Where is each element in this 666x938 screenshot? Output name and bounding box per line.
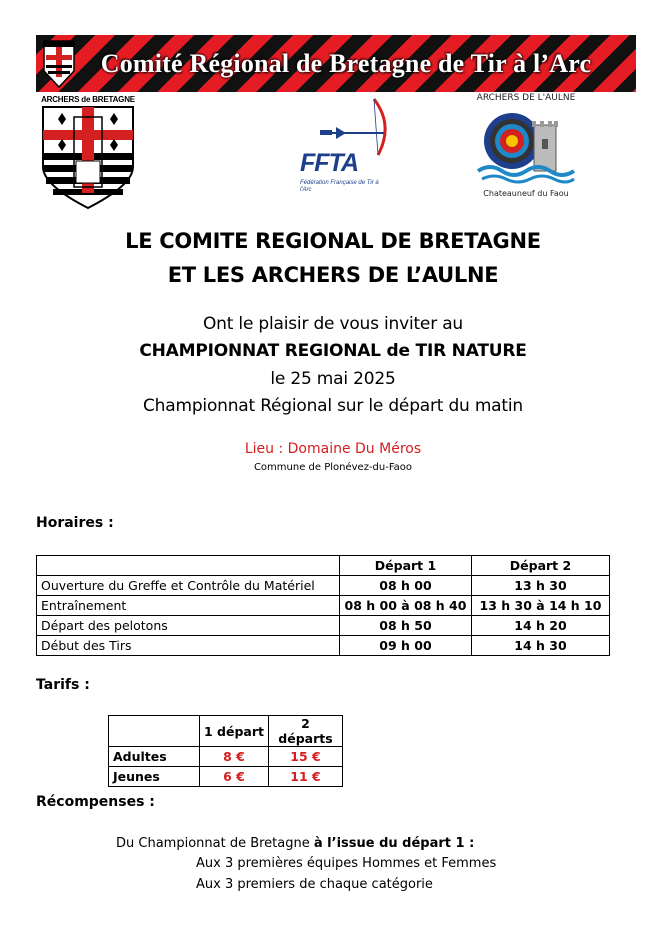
bretagne-shield-icon xyxy=(42,39,76,89)
banner-title: Comité Régional de Bretagne de Tir à l’Arc xyxy=(100,49,592,78)
horaires-heading: Horaires : xyxy=(36,515,114,531)
table-cell: 13 h 30 à 14 h 10 xyxy=(472,596,610,616)
table-header-cell: 1 départ xyxy=(200,716,269,747)
table-row xyxy=(109,767,343,787)
table-row xyxy=(37,636,610,656)
table-header-row xyxy=(37,556,610,576)
recompenses-heading: Récompenses : xyxy=(36,794,155,810)
table-cell: Entraînement xyxy=(37,596,340,616)
table-cell: 14 h 30 xyxy=(472,636,610,656)
invite-line1: Ont le plaisir de vous inviter au xyxy=(203,314,463,334)
table-cell: Début des Tirs xyxy=(37,636,340,656)
price-cell: 8 € xyxy=(200,747,269,767)
table-row xyxy=(109,747,343,767)
main-heading-line2: ET LES ARCHERS DE L’AULNE xyxy=(167,263,499,287)
event-commune: Commune de Plonévez-du-Faoo xyxy=(253,462,413,473)
recompenses-line1: Aux 3 premières équipes Hommes et Femmes xyxy=(196,856,497,871)
table-header-row xyxy=(109,716,343,747)
table-row xyxy=(37,596,610,616)
main-heading-line1: LE COMITE REGIONAL DE BRETAGNE xyxy=(125,229,541,253)
event-location: Lieu : Domaine Du Méros xyxy=(244,441,422,457)
table-cell: 09 h 00 xyxy=(340,636,472,656)
tarifs-heading: Tarifs : xyxy=(36,677,90,693)
table-header-cell: Départ 1 xyxy=(340,556,472,576)
archers-bretagne-logo xyxy=(38,95,138,210)
bretagne-shield-icon xyxy=(38,105,138,210)
recompenses-intro-bold: à l’issue du départ 1 : xyxy=(313,836,475,851)
price-cell: 11 € xyxy=(269,767,343,787)
archers-aulne-label: ARCHERS DE L'AULNE xyxy=(476,93,576,103)
table-header-cell: Départ 2 xyxy=(472,556,610,576)
ffta-wordmark: FFTA xyxy=(300,149,359,177)
target-castle-icon xyxy=(470,105,582,191)
horaires-table xyxy=(36,555,610,656)
table-cell: 08 h 00 xyxy=(340,576,472,596)
event-date: le 25 mai 2025 xyxy=(270,369,396,389)
table-cell: 14 h 20 xyxy=(472,616,610,636)
invite-line4: Championnat Régional sur le départ du matin xyxy=(143,396,523,416)
table-cell: Jeunes xyxy=(109,767,200,787)
recompenses-line2: Aux 3 premiers de chaque catégorie xyxy=(196,877,433,892)
chateauneuf-label: Chateauneuf du Faou xyxy=(483,189,569,198)
table-header-cell: 2 départs xyxy=(269,716,343,747)
table-row xyxy=(37,576,610,596)
table-cell: 13 h 30 xyxy=(472,576,610,596)
table-cell: Ouverture du Greffe et Contrôle du Matériel xyxy=(37,576,340,596)
ffta-subtitle: Fédération Française de Tir à l'Arc xyxy=(300,180,379,193)
bow-arrow-icon xyxy=(296,97,396,157)
archers-aulne-logo xyxy=(470,93,582,205)
championship-title: CHAMPIONNAT REGIONAL de TIR NATURE xyxy=(139,341,527,361)
tarifs-table xyxy=(108,715,343,787)
ffta-logo xyxy=(296,97,396,197)
recompenses-intro-text: Du Championnat de Bretagne xyxy=(116,836,314,851)
price-cell: 6 € xyxy=(200,767,269,787)
header-banner xyxy=(36,35,636,92)
table-cell: Adultes xyxy=(109,747,200,767)
table-header-cell xyxy=(37,556,340,576)
table-cell: Départ des pelotons xyxy=(37,616,340,636)
table-cell: 08 h 50 xyxy=(340,616,472,636)
recompenses-intro xyxy=(116,836,474,851)
table-cell: 08 h 00 à 08 h 40 xyxy=(340,596,472,616)
table-header-cell xyxy=(109,716,200,747)
price-cell: 15 € xyxy=(269,747,343,767)
archers-bretagne-label: ARCHERS de BRETAGNE xyxy=(41,95,135,104)
table-row xyxy=(37,616,610,636)
